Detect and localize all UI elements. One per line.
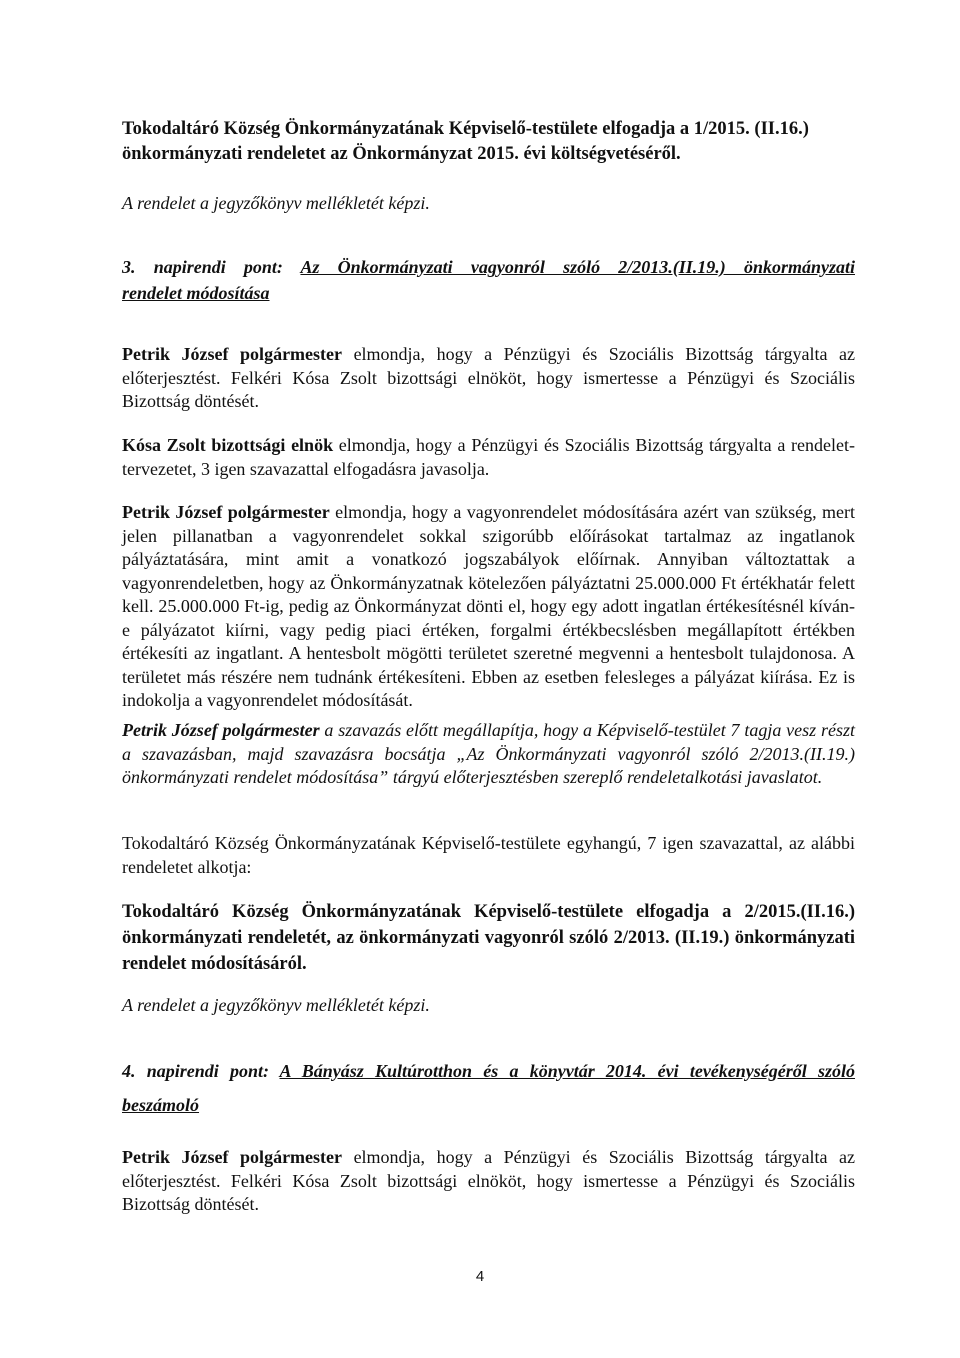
resolution-heading-2: Tokodaltáró Község Önkormányzatának Képviselő-testülete elfogadja a 2/2015.(II.16.) önkormányzati rendeletét, az önkormányzati vagyonról szóló 2/2013. (II.19.) önkormányzati rendelet módosításáról.: [122, 902, 855, 974]
paragraph-text: elmondja, hogy a Pénzügyi és Szociális Bizottság tárgyalta az előterjesztést. Felkéri Kósa Zsolt bizottsági elnököt, hogy ismertesse a Pénzügyi és Szociális Bizottság döntését.: [122, 344, 855, 411]
attachment-note-2: A rendelet a jegyzőkönyv mellékletét képzi.: [122, 995, 430, 1015]
speaker-name: Petrik József polgármester: [122, 344, 343, 364]
speaker-name: Kósa Zsolt bizottsági elnök: [122, 435, 334, 455]
speaker-name: Petrik József polgármester: [122, 720, 320, 740]
paragraph-1: [122, 343, 855, 414]
agenda-item-4-line-1: [122, 1058, 855, 1084]
agenda-item-4-title: A Bányász Kultúrotthon és a könyvtár 2014. évi tevékenységéről szóló: [279, 1061, 856, 1081]
paragraph-6: [122, 1146, 855, 1217]
resolution-heading-1-line-1: Tokodaltáró Község Önkormányzatának Képviselő-testülete elfogadja a 1/2015. (II.16.): [122, 119, 809, 139]
page-number: 4: [475, 1268, 485, 1285]
paragraph-5: Tokodaltáró Község Önkormányzatának Képviselő-testülete egyhangú, 7 igen szavazattal, az alábbi rendeletet alkotja:: [122, 833, 855, 877]
agenda-item-3-title-continued: rendelet módosítása: [122, 283, 270, 303]
paragraph-text: elmondja, hogy a Pénzügyi és Szociális Bizottság tárgyalta a rendelet-tervezetet, 3 igen szavazattal elfogadásra javasolja.: [122, 435, 855, 479]
speaker-name: Petrik József polgármester: [122, 502, 330, 522]
agenda-item-3-line-1: [122, 254, 855, 280]
agenda-item-3-label: 3. napirendi pont:: [122, 257, 283, 277]
paragraph-3: [122, 501, 855, 713]
agenda-item-4-title-continued: beszámoló: [122, 1095, 200, 1115]
agenda-item-3: [122, 254, 855, 306]
agenda-item-3-title: Az Önkormányzati vagyonról szóló 2/2013.(II.19.) önkormányzati: [300, 257, 855, 277]
speaker-name: Petrik József polgármester: [122, 1147, 343, 1167]
paragraph-text: a szavazás előtt megállapítja, hogy a Képviselő-testület 7 tagja vesz részt a szavazásban, majd szavazásra bocsátja „Az Önkormányzati vagyonról szóló 2/2013.(II.19.) önkormányzati rendelet módosítása” tárgyú előterjesztésben szereplő rendeletalkotási javaslatot.: [122, 720, 855, 787]
agenda-item-4-label: 4. napirendi pont:: [122, 1061, 269, 1081]
paragraph-4: [122, 719, 855, 790]
paragraph-text: elmondja, hogy a vagyonrendelet módosítására azért van szükség, mert jelen pillanatban a vagyonrendelet sokkal szigorúbb előírásokat tartalmaz az ingatlanok pályáztatására, mint amit a vonatkozó jogszabályok előírnak. Annyiban változtattak a vagyonrendeletben, hogy az Önkormányzatnak kötelezően pályáztatni 25.000.000 Ft értékhatár felett kell. 25.000.000 Ft-ig, pedig az Önkormányzat dönti el, hogy egy adott ingatlan értékesítésnél kíván-e pályázatot kiírni, vagy pedig piaci értéken, forgalmi értékbecslésben megállapított értékben értékesíti az ingatlant. A hentesbolt mögötti területet szeretné megvenni a hentesbolt tulajdonosa. A területet más részére nem tudnánk értékesíteni. Ebben az esetben felesleges a pályázat kiírása. Ez is indokolja a vagyonrendelet módosítását.: [122, 502, 856, 710]
paragraph-2: [122, 434, 855, 481]
attachment-note-1: A rendelet a jegyzőkönyv mellékletét képzi.: [122, 193, 430, 213]
resolution-heading-1: [122, 117, 855, 167]
paragraph-text: elmondja, hogy a Pénzügyi és Szociális Bizottság tárgyalta az előterjesztést. Felkéri Kósa Zsolt bizottsági elnököt, hogy ismertesse a Pénzügyi és Szociális Bizottság döntését.: [122, 1147, 855, 1214]
resolution-heading-1-line-2: önkormányzati rendeletet az Önkormányzat 2015. évi költségvetéséről.: [122, 144, 681, 164]
agenda-item-4: [122, 1058, 855, 1118]
